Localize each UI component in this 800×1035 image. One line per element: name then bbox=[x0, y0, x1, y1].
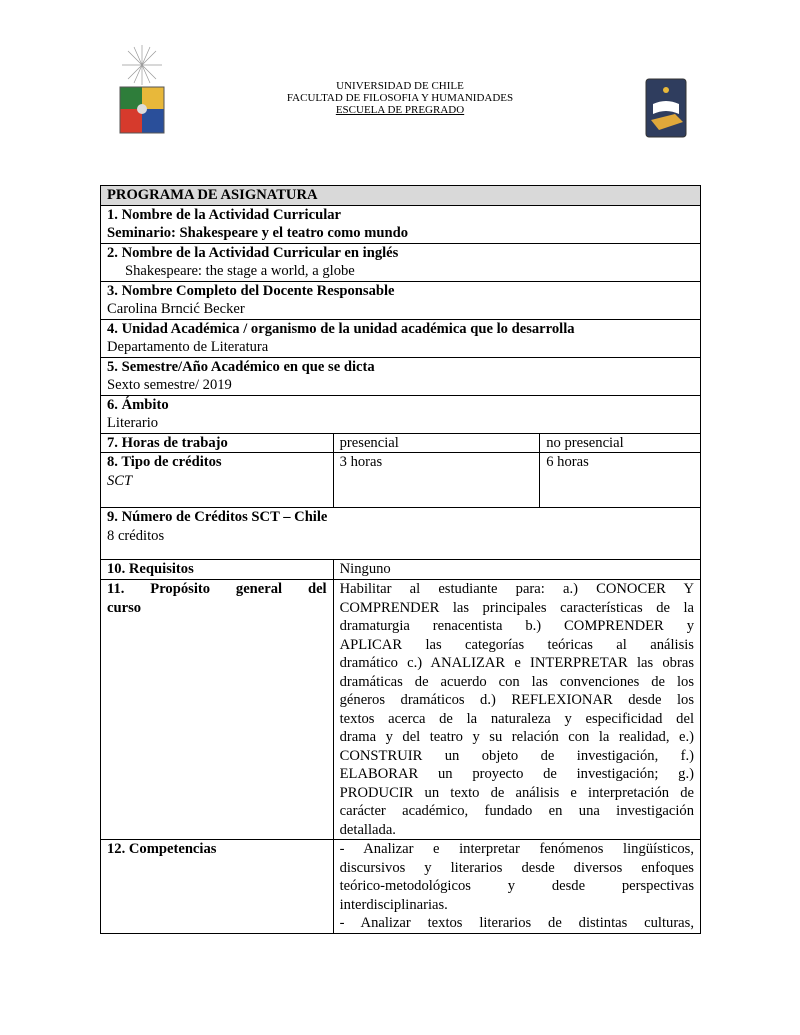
text-line: CONSTRUIR un objeto de investigación, f.) bbox=[339, 747, 694, 764]
text-line: - Analizar textos literarios de distintas culturas, bbox=[339, 915, 694, 931]
university-name: UNIVERSIDAD DE CHILE bbox=[336, 80, 464, 92]
section-9 bbox=[101, 508, 701, 560]
section-7-label: 7. Horas de trabajo bbox=[101, 433, 334, 453]
text-line: géneros dramáticos d.) REFLEXIONAR desde los bbox=[339, 692, 694, 708]
text-line: carácter académico, fundado en una investigación bbox=[339, 803, 694, 819]
section-value: Sexto semestre/ 2019 bbox=[107, 377, 232, 393]
faculty-name: FACULTAD DE FILOSOFIA Y HUMANIDADES bbox=[286, 92, 514, 104]
text-line: APLICAR las categorías teóricas al análisis bbox=[339, 636, 694, 653]
text-line: detallada. bbox=[339, 821, 396, 838]
section-11-value bbox=[333, 580, 700, 840]
section-1 bbox=[101, 205, 701, 243]
section-value: Carolina Brncić Becker bbox=[107, 301, 245, 317]
text-line: 11. Propósito general del bbox=[107, 581, 327, 597]
section-value: 8 créditos bbox=[107, 527, 165, 544]
section-label: 3. Nombre Completo del Docente Responsable bbox=[107, 282, 395, 299]
course-program-table bbox=[100, 185, 701, 934]
text-line: ELABORAR un proyecto de investigación; g.) bbox=[339, 766, 694, 782]
section-10-label: 10. Requisitos bbox=[101, 560, 334, 580]
section-label: 1. Nombre de la Actividad Curricular bbox=[107, 206, 342, 223]
text-line: Habilitar al estudiante para: a.) CONOCER Y bbox=[339, 581, 694, 597]
section-5 bbox=[101, 357, 701, 395]
hours-presencial-header: presencial bbox=[333, 433, 540, 453]
section-6 bbox=[101, 395, 701, 433]
section-2 bbox=[101, 243, 701, 281]
section-12-value bbox=[333, 840, 700, 934]
school-name: ESCUELA DE PREGRADO bbox=[335, 104, 465, 116]
text-line: - Analizar e interpretar fenómenos lingüísticos, bbox=[339, 841, 694, 857]
section-3 bbox=[101, 281, 701, 319]
section-value: Shakespeare: the stage a world, a globe bbox=[125, 263, 355, 279]
section-value: Literario bbox=[107, 415, 159, 431]
section-value: Departamento de Literatura bbox=[107, 339, 269, 355]
section-4 bbox=[101, 319, 701, 357]
text-line: COMPRENDER las principales características de la bbox=[339, 599, 694, 616]
credit-type: SCT bbox=[107, 472, 133, 489]
text-line: drama y del teatro y su relación con la realidad, e.) bbox=[339, 729, 694, 745]
section-11-label bbox=[101, 580, 334, 840]
text-line: interdisciplinarias. bbox=[339, 896, 448, 913]
document-header bbox=[0, 80, 800, 116]
text-line: dramático c.) ANALIZAR e INTERPRETAR las obras bbox=[339, 655, 694, 671]
text-line: dramaturgia renacentista b.) COMPRENDER y bbox=[339, 618, 694, 634]
text-line: PRODUCIR un texto de análisis e interpretación de bbox=[339, 784, 694, 801]
section-label: 6. Ámbito bbox=[107, 396, 169, 413]
text-line: curso bbox=[107, 599, 142, 616]
section-label: 4. Unidad Académica / organismo de la unidad académica que lo desarrolla bbox=[107, 320, 575, 337]
hours-no-presencial: 6 horas bbox=[540, 453, 701, 508]
text-line: discursivos y literarios desde diversos enfoques bbox=[339, 859, 694, 876]
table-title: PROGRAMA DE ASIGNATURA bbox=[101, 186, 701, 206]
section-label: 8. Tipo de créditos bbox=[107, 454, 222, 470]
text-line: teórico-metodológicos y desde perspectivas bbox=[339, 878, 694, 894]
hours-presencial: 3 horas bbox=[333, 453, 540, 508]
section-label: 9. Número de Créditos SCT – Chile bbox=[107, 509, 328, 525]
text-line: dramáticas de acuerdo con las convenciones de los bbox=[339, 673, 694, 690]
section-10-value: Ninguno bbox=[333, 560, 700, 580]
section-8 bbox=[101, 453, 334, 508]
section-label: 2. Nombre de la Actividad Curricular en inglés bbox=[107, 244, 399, 261]
section-label: 5. Semestre/Año Académico en que se dicta bbox=[107, 358, 375, 375]
hours-no-presencial-header: no presencial bbox=[540, 433, 701, 453]
section-value: Seminario: Shakespeare y el teatro como mundo bbox=[107, 225, 409, 241]
text-line: textos acerca de la naturaleza y especificidad del bbox=[339, 710, 694, 727]
section-12-label: 12. Competencias bbox=[101, 840, 334, 934]
